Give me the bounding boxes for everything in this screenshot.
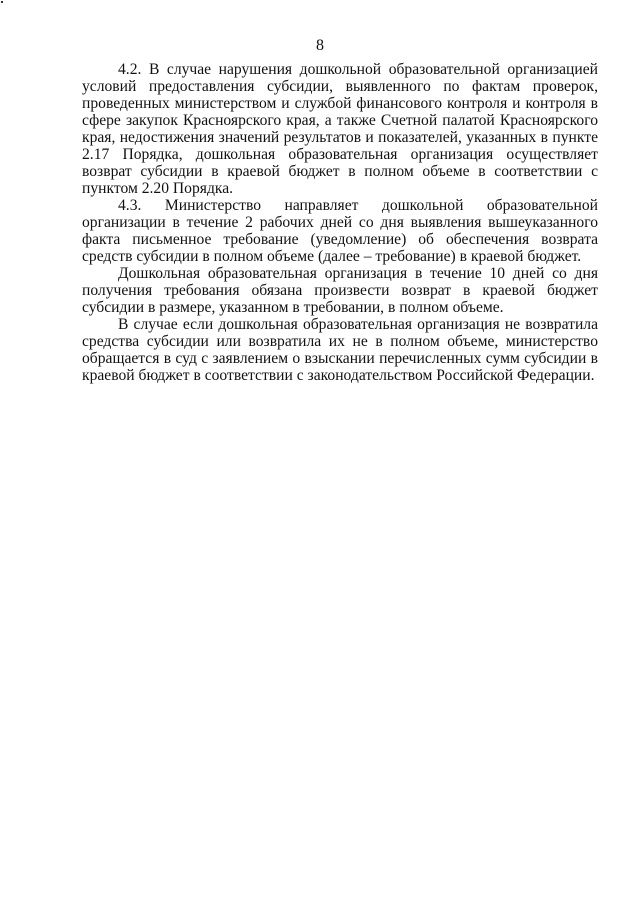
paragraph-court-recovery: В случае если дошкольная образовательная организация не возвратила средства субсидии или возвратила их не в полном объеме, министерство обращается в суд с заявлением о взыскании перечисленных сумм субсидии в краевой бюджет в соответствии с законодательством Российской Федерации. (82, 316, 598, 384)
paragraph-4-2: 4.2. В случае нарушения дошкольной образовательной организацией условий предоставления субсидии, выявленного по фактам проверок, проведенных министерством и службой финансового контроля и контроля в сфере закупок Красноярского края, а также Счетной палатой Красноярского края, недостижения значений результатов и показателей, указанных в пункте 2.17 Порядка, дошкольная образовательная организация осуществляет возврат субсидии в краевой бюджет в полном объеме в соответствии с пунктом 2.20 Порядка. (82, 61, 598, 197)
scan-artifact-mark (1, 1, 3, 3)
paragraph-refund-deadline: Дошкольная образовательная организация в течение 10 дней со дня получения требования обязана произвести возврат в краевой бюджет субсидии в размере, указанном в требовании, в полном объеме. (82, 265, 598, 316)
page-number: 8 (316, 37, 324, 54)
paragraph-4-3: 4.3. Министерство направляет дошкольной образовательной организации в течение 2 рабочих дней со дня выявления вышеуказанного факта письменное требование (уведомление) об обеспечения возврата средств субсидии в полном объеме (далее – требование) в краевой бюджет. (82, 197, 598, 265)
document-body (82, 61, 598, 384)
